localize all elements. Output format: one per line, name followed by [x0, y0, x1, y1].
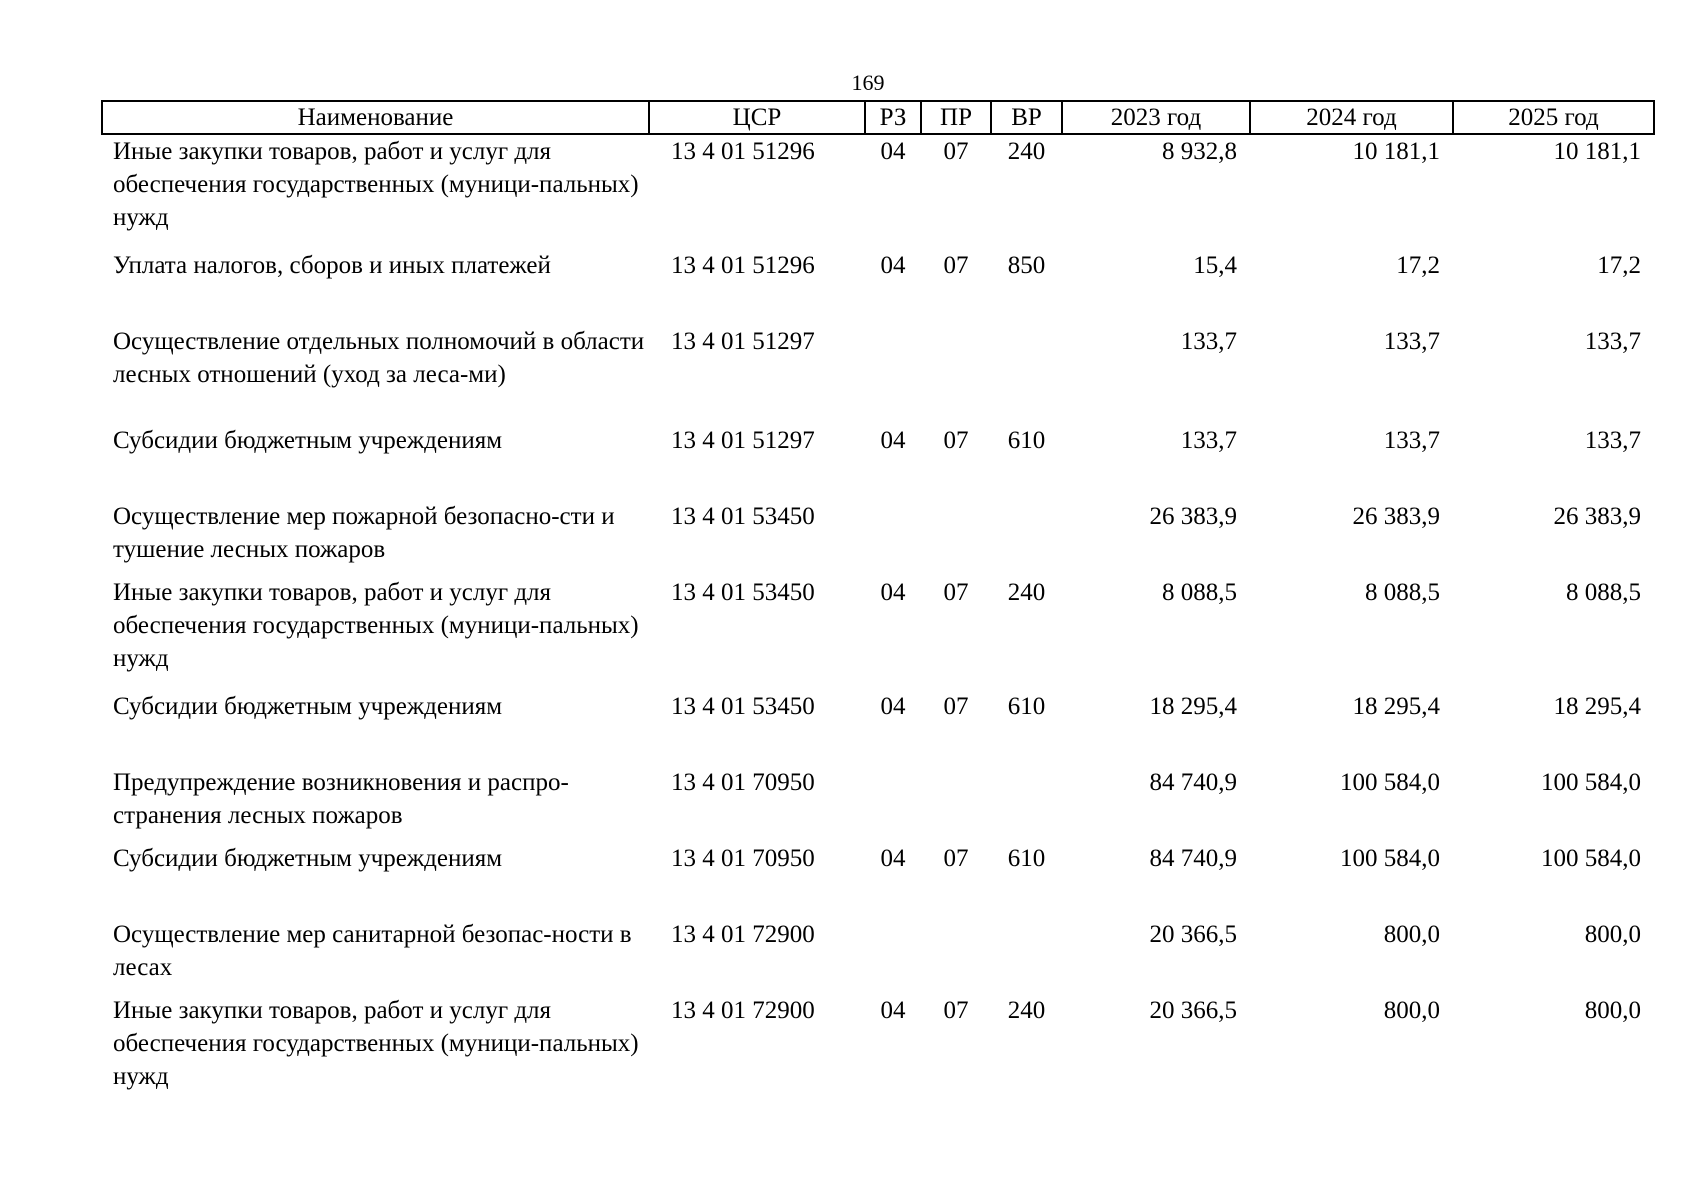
- cell-2023: 8 932,8: [1162, 138, 1237, 165]
- table-row: [102, 134, 1654, 249]
- cell-vr: [991, 766, 1062, 842]
- cell-2025: 26 383,9: [1553, 503, 1641, 530]
- cell-2024: 17,2: [1396, 252, 1440, 279]
- cell-vr: 610: [1007, 693, 1046, 720]
- table-row: [102, 576, 1654, 690]
- cell-2024: 133,7: [1383, 427, 1440, 454]
- cell-vr: 240: [1007, 138, 1046, 165]
- cell-csr: 13 4 01 72900: [671, 997, 815, 1024]
- cell-2023: 15,4: [1193, 252, 1237, 279]
- cell-2023: 133,7: [1180, 328, 1237, 355]
- table-row: [102, 249, 1654, 325]
- cell-2023: 26 383,9: [1149, 503, 1237, 530]
- cell-rz: 04: [880, 138, 906, 165]
- header-2023: 2023 год: [1062, 101, 1250, 134]
- cell-csr: 13 4 01 53450: [671, 503, 815, 530]
- cell-csr: 13 4 01 70950: [671, 769, 815, 796]
- header-2025: 2025 год: [1453, 101, 1654, 134]
- cell-2025: 800,0: [1584, 997, 1641, 1024]
- cell-2025: 100 584,0: [1541, 769, 1641, 796]
- cell-2023: 18 295,4: [1149, 693, 1237, 720]
- cell-pr: [921, 500, 991, 576]
- cell-rz: [865, 766, 921, 842]
- cell-csr: 13 4 01 53450: [671, 693, 815, 720]
- cell-pr: 07: [943, 693, 969, 720]
- cell-2024: 100 584,0: [1340, 769, 1440, 796]
- cell-pr: 07: [943, 997, 969, 1024]
- table-row: [102, 994, 1654, 1093]
- cell-vr: 610: [1007, 427, 1046, 454]
- cell-name: Иные закупки товаров, работ и услуг для обеспечения государственных (муници-пальных) нужд: [113, 997, 639, 1090]
- header-vr: ВР: [991, 101, 1062, 134]
- cell-2023: 133,7: [1180, 427, 1237, 454]
- cell-pr: 07: [943, 252, 969, 279]
- cell-name: Субсидии бюджетным учреждениям: [113, 693, 503, 720]
- cell-pr: 07: [943, 138, 969, 165]
- cell-2023: 84 740,9: [1149, 845, 1237, 872]
- cell-2024: 133,7: [1383, 328, 1440, 355]
- cell-vr: 240: [1007, 579, 1046, 606]
- cell-rz: 04: [880, 579, 906, 606]
- cell-rz: 04: [880, 427, 906, 454]
- cell-name: Иные закупки товаров, работ и услуг для обеспечения государственных (муници-пальных) нужд: [113, 579, 639, 672]
- cell-vr: [991, 500, 1062, 576]
- table-row: [102, 424, 1654, 500]
- table-row: [102, 918, 1654, 994]
- table-header: [102, 101, 1654, 134]
- header-row: [102, 101, 1654, 134]
- cell-2025: 17,2: [1597, 252, 1641, 279]
- cell-rz: 04: [880, 693, 906, 720]
- cell-2023: 20 366,5: [1149, 997, 1237, 1024]
- cell-csr: 13 4 01 53450: [671, 579, 815, 606]
- table-row: [102, 500, 1654, 576]
- cell-2024: 18 295,4: [1352, 693, 1440, 720]
- cell-vr: [991, 918, 1062, 994]
- cell-name: Осуществление мер санитарной безопас-ности в лесах: [113, 921, 632, 981]
- cell-csr: 13 4 01 72900: [671, 921, 815, 948]
- page-number: 169: [851, 70, 885, 95]
- budget-table: [101, 100, 1655, 1093]
- cell-2024: 10 181,1: [1352, 138, 1440, 165]
- cell-2025: 18 295,4: [1553, 693, 1641, 720]
- cell-2024: 800,0: [1383, 921, 1440, 948]
- header-name: Наименование: [102, 101, 649, 134]
- cell-csr: 13 4 01 51297: [671, 328, 815, 355]
- cell-2024: 100 584,0: [1340, 845, 1440, 872]
- cell-name: Уплата налогов, сборов и иных платежей: [113, 252, 551, 279]
- cell-csr: 13 4 01 51296: [671, 252, 815, 279]
- cell-rz: 04: [880, 845, 906, 872]
- cell-2023: 84 740,9: [1149, 769, 1237, 796]
- cell-rz: [865, 325, 921, 424]
- cell-2025: 100 584,0: [1541, 845, 1641, 872]
- cell-vr: 240: [1007, 997, 1046, 1024]
- cell-rz: [865, 918, 921, 994]
- cell-rz: [865, 500, 921, 576]
- cell-rz: 04: [880, 997, 906, 1024]
- cell-csr: 13 4 01 51296: [671, 138, 815, 165]
- header-pr: ПР: [921, 101, 991, 134]
- cell-rz: 04: [880, 252, 906, 279]
- cell-2023: 20 366,5: [1149, 921, 1237, 948]
- cell-2025: 133,7: [1584, 427, 1641, 454]
- cell-2025: 8 088,5: [1566, 579, 1641, 606]
- cell-vr: 610: [1007, 845, 1046, 872]
- cell-name: Субсидии бюджетным учреждениям: [113, 845, 503, 872]
- cell-pr: 07: [943, 579, 969, 606]
- table-row: [102, 766, 1654, 842]
- cell-2024: 26 383,9: [1352, 503, 1440, 530]
- header-csr: ЦСР: [649, 101, 865, 134]
- table-row: [102, 842, 1654, 918]
- cell-pr: [921, 325, 991, 424]
- cell-name: Осуществление отдельных полномочий в области лесных отношений (уход за леса-ми): [113, 328, 645, 388]
- cell-name: Субсидии бюджетным учреждениям: [113, 427, 503, 454]
- cell-csr: 13 4 01 51297: [671, 427, 815, 454]
- header-rz: РЗ: [865, 101, 921, 134]
- table-row: [102, 690, 1654, 766]
- cell-name: Предупреждение возникновения и распро-странения лесных пожаров: [113, 769, 569, 829]
- cell-2023: 8 088,5: [1162, 579, 1237, 606]
- cell-name: Осуществление мер пожарной безопасно-сти и тушение лесных пожаров: [113, 503, 615, 563]
- cell-name: Иные закупки товаров, работ и услуг для обеспечения государственных (муници-пальных) нужд: [113, 138, 639, 231]
- cell-vr: 850: [1007, 252, 1046, 279]
- table-body: [102, 134, 1654, 1093]
- cell-pr: [921, 918, 991, 994]
- cell-vr: [991, 325, 1062, 424]
- cell-2025: 10 181,1: [1553, 138, 1641, 165]
- cell-pr: [921, 766, 991, 842]
- table-row: [102, 325, 1654, 424]
- cell-2024: 8 088,5: [1365, 579, 1440, 606]
- header-2024: 2024 год: [1250, 101, 1453, 134]
- cell-csr: 13 4 01 70950: [671, 845, 815, 872]
- cell-2025: 133,7: [1584, 328, 1641, 355]
- cell-pr: 07: [943, 845, 969, 872]
- cell-pr: 07: [943, 427, 969, 454]
- cell-2025: 800,0: [1584, 921, 1641, 948]
- cell-2024: 800,0: [1383, 997, 1440, 1024]
